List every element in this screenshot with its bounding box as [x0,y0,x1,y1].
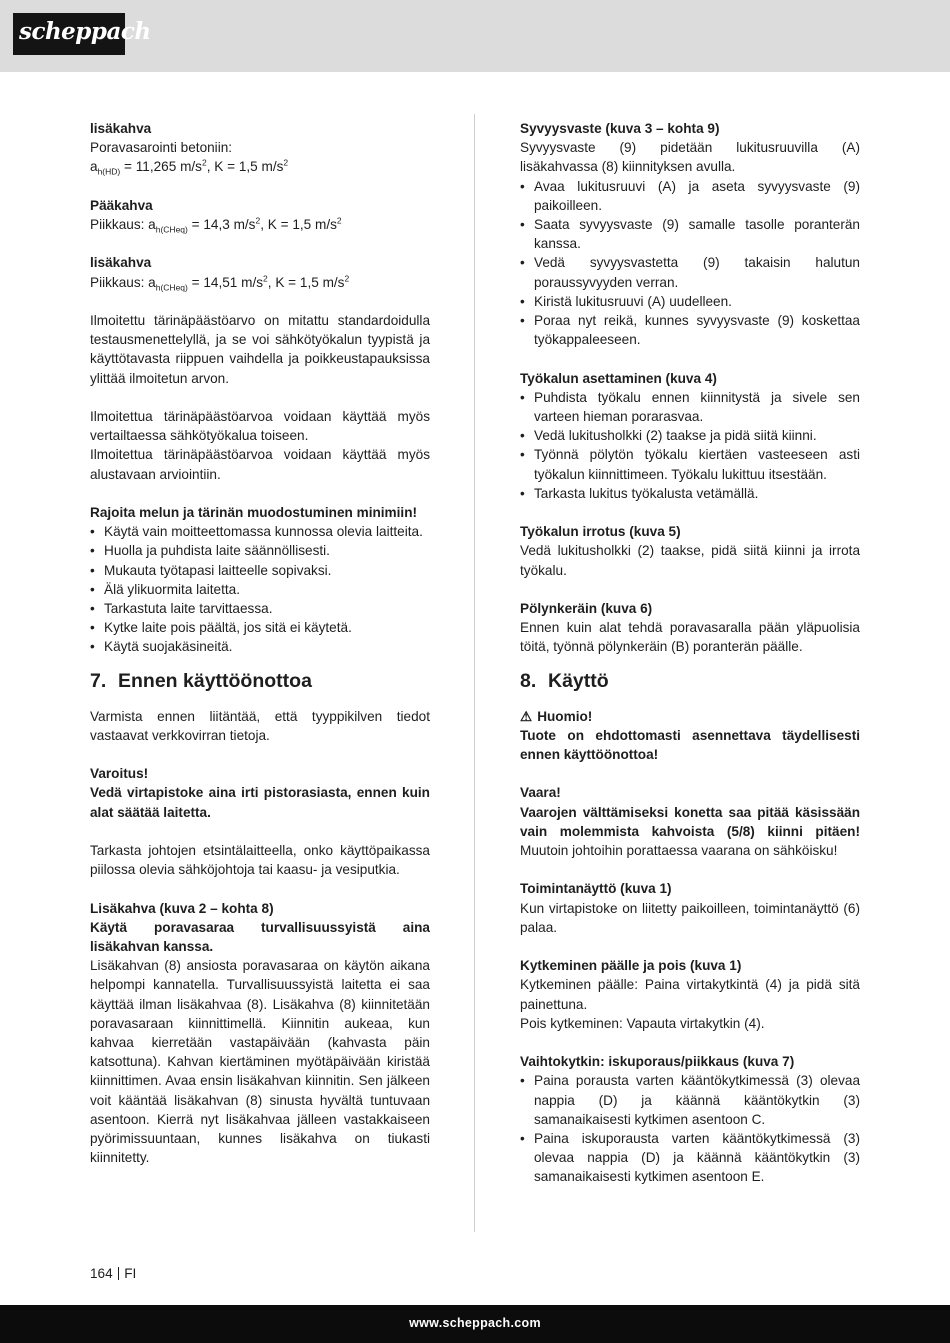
header-bar [0,0,950,72]
list-item: • Paina porausta varten kääntökytkimessä (3) olevaa nappia (D) ja käännä kääntökytkin (3) samanaikaisesti kytkimen asentoon C. [520,1071,860,1129]
list-item: • Mukauta työtapasi laitteelle sopivaksi. [90,561,430,580]
danger-title: Vaara! [520,785,561,801]
list-item: • Saata syvyysvaste (9) samalle tasolle poranterän kanssa. [520,215,860,253]
list-item: • Käytä suojakäsineitä. [90,637,430,656]
text-line: Poravasarointi betoniin: [90,140,233,156]
bullet-list [520,1071,860,1186]
paragraph: Kytkeminen päälle: Paina virtakytkintä (4) ja pidä sitä painettuna. [520,977,860,1012]
chapter-heading: 7. Ennen käyttöönottoa [90,669,312,692]
paragraph: Tarkasta johtojen etsintälaitteella, onko käyttöpaikassa piilossa olevia sähköjohtoja tai kaasu- ja vesiputkia. [90,843,430,878]
list-item: • Poraa nyt reikä, kunnes syvyysvaste (9) koskettaa työkappaleeseen. [520,311,860,349]
warning-text: Vedä virtapistoke aina irti pistorasiasta, ennen kuin alat säätää laitetta. [90,785,430,820]
bullet-list [90,522,430,656]
section-heading: lisäkahva [90,255,152,271]
list-item: • Avaa lukitusruuvi (A) ja aseta syvyysvaste (9) paikoilleen. [520,177,860,215]
formula-line: $a_{h(HD)} = 11,265$ $m/s^2$, K = 1,5 $m/s^2$ [90,157,289,178]
section-heading: Työkalun asettaminen (kuva 4) [520,370,717,386]
danger-text: Vaarojen välttämiseksi konetta saa pitää käsissään vain molemmista kahvoista (5/8) kiinni pitäen! Muutoin johtoihin porattaessa vaarana on sähköisku! [520,804,860,859]
paragraph: Lisäkahvan (8) ansiosta poravasaraa on käytön aikana helpompi kannatella. Turvallisuussyistä laitetta ei saa käyttää ilman lisäkahvaa (8). Lisäkahva (8) kiinnitetään poravasaraan kiinnittimellä. Kiinnitin aukeaa, kun kahvaa kierretään vastapäivään (kahvasta päin katsottuna). Kahvan kiertäminen myötäpäivään kiristää kiinnittimen. Avaa ensin lisäkahvan kiinnitin. Sen jälkeen voit kääntää lisäkahvan (8) sinusta hyvältä tuntuvaan asentoon. Kierrä nyt lisäkahvaa jälleen vastakkaiseen pyörimissuuntaan, kunnes lisäkahva on tiukasti kiinnitetty. [90,958,430,1166]
paragraph: Pois kytkeminen: Vapauta virtakytkin (4). [520,1015,765,1031]
list-item: • Kytke laite pois päältä, jos sitä ei käytetä. [90,618,430,637]
list-item: • Tarkastuta laite tarvittaessa. [90,599,430,618]
list-item: • Tarkasta lukitus työkalusta vetämällä. [520,484,860,503]
section-heading: Pääkahva [90,197,153,213]
section-heading: Lisäkahva (kuva 2 – kohta 8) [90,900,274,916]
section-heading: Pölynkeräin (kuva 6) [520,601,653,617]
section-heading: Työkalun irrotus (kuva 5) [520,524,681,540]
note-text: Tuote on ehdottomasti asennettava täydellisesti ennen käyttöönottoa! [520,727,860,763]
section-heading: Toimintanäyttö (kuva 1) [520,881,672,897]
chapter-heading: 8. Käyttö [520,669,609,692]
list-item: • Vedä lukitusholkki (2) taakse ja pidä siitä kiinni. [520,426,860,445]
list-item: • Käytä vain moitteettomassa kunnossa olevia laitteita. [90,522,430,541]
paragraph: Ilmoitettua tärinäpäästöarvoa voidaan käyttää myös alustavaan arviointiin. [90,447,430,482]
section-heading: Rajoita melun ja tärinän muodostuminen minimiin! [90,504,418,520]
section-heading: Syvyysvaste (kuva 3 – kohta 9) [520,121,720,136]
bullet-list [520,388,860,503]
paragraph: Kun virtapistoke on liitetty paikoilleen, toimintanäyttö (6) palaa. [520,900,860,935]
list-item: • Älä ylikuormita laitetta. [90,580,430,599]
brand-logo [13,13,151,55]
paragraph: Ilmoitettua tärinäpäästöarvoa voidaan käyttää myös vertailtaessa sähkötyökalua toiseen. [90,408,430,444]
left-column [90,119,430,1167]
formula-line: Piikkaus: $a_{h(CHeq)} = 14,3$ $m/s^2$, K = 1,5 $m/s^2$ [90,215,342,235]
list-item: • Huolla ja puhdista laite säännöllisesti. [90,541,430,560]
column-divider [474,114,475,1232]
footer-bar [0,1305,950,1343]
paragraph: Varmista ennen liitäntää, että tyyppikilven tiedot vastaavat verkkovirran tietoja. [90,708,430,743]
list-item: • Puhdista työkalu ennen kiinnitystä ja sivele sen varteen hieman porarasvaa. [520,388,860,426]
warning-title: Varoitus! [90,766,149,782]
brand-name: scheppach [19,18,151,45]
website-url: www.scheppach.com [409,1316,541,1330]
list-item: • Kiristä lukitusruuvi (A) uudelleen. [520,292,860,311]
paragraph: Vedä lukitusholkki (2) taakse, pidä siitä kiinni ja irrota työkalu. [520,543,860,578]
list-item: • Työnnä pölytön työkalu kiertäen vasteeseen asti työkalun kiinnittimeen. Työkalu lukittuu itsestään. [520,445,860,483]
page-number: 164 FI [90,1266,137,1281]
list-item: • Vedä syvyysvastetta (9) takaisin halutun poraussyvyyden verran. [520,253,860,291]
list-item: • Paina iskuporausta varten kääntökytkimessä (3) olevaa nappia (D) ja käännä kääntökytkin (3) samanaikaisesti kytkimen asentoon E. [520,1129,860,1187]
right-column [520,119,860,1187]
paragraph: Ennen kuin alat tehdä poravasaralla pään yläpuolisia töitä, työnnä pölynkeräin (B) poranterän päälle. [520,620,860,655]
section-heading: lisäkahva [90,121,152,136]
section-heading: Vaihtokytkin: iskuporaus/piikkaus (kuva 7) [520,1054,795,1070]
formula-line: Piikkaus: $a_{h(CHeq)} = 14,51$ $m/s^2$, K = 1,5 $m/s^2$ [90,273,350,293]
note-title: ⚠ Huomio! [520,707,860,726]
paragraph: Syvyysvaste (9) pidetään lukitusruuvilla (A) lisäkahvassa (8) kiinnityksen avulla. [520,140,860,175]
emphasis-text: Käytä poravasaraa turvallisuussyistä aina lisäkahvan kanssa. [90,919,430,954]
warning-triangle-icon: ⚠ [520,708,533,724]
section-heading: Kytkeminen päälle ja pois (kuva 1) [520,958,742,974]
paragraph: Ilmoitettu tärinäpäästöarvo on mitattu standardoidulla testausmenettelyllä, ja se voi sähkötyökalun tyypistä ja käyttötavasta riippuen vaihdella ja poikkeustapauksissa ylittää ilmoitetun arvon. [90,312,430,386]
bullet-list [520,177,860,350]
